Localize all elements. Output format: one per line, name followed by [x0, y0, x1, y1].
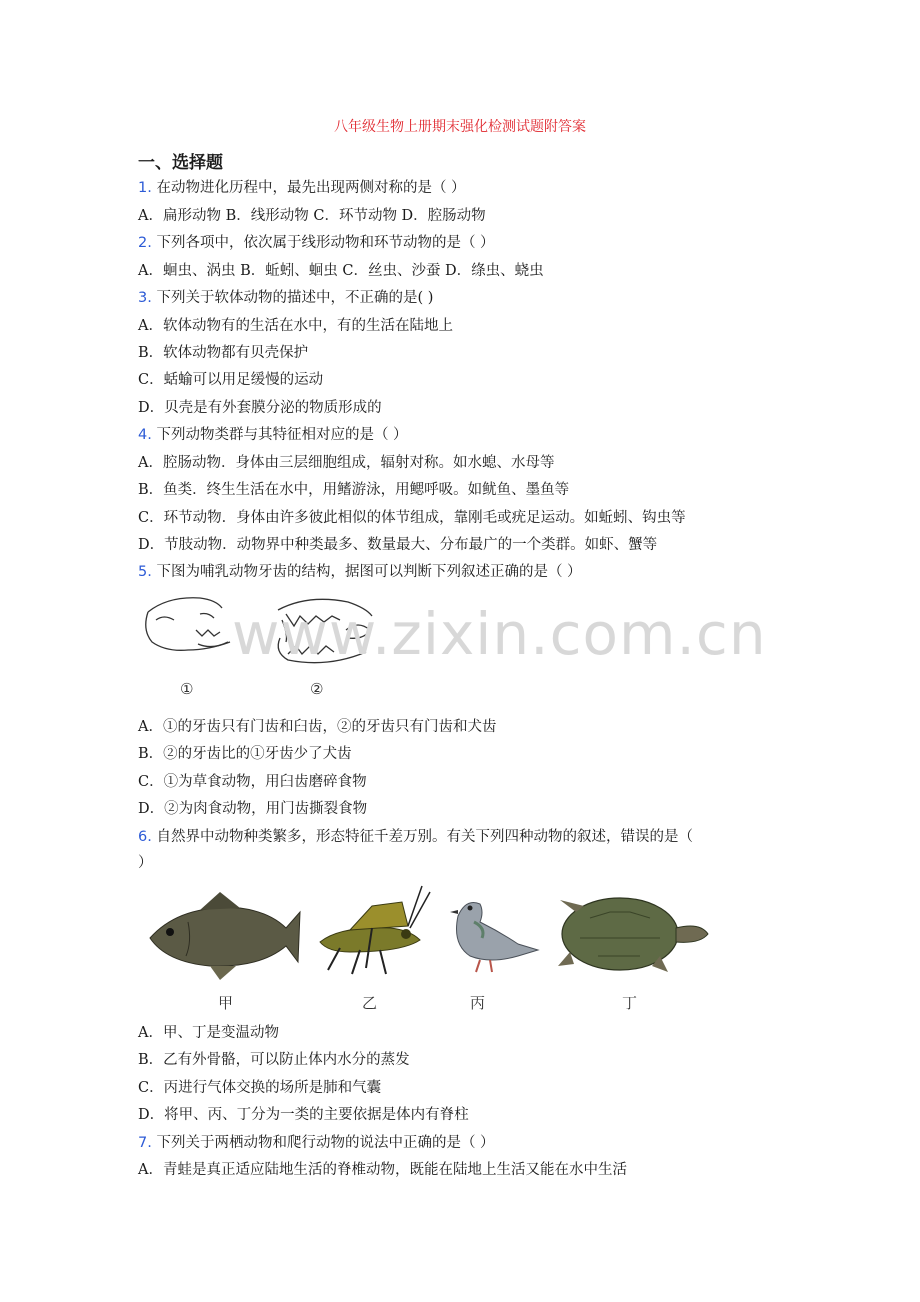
option-b: B．软体动物都有贝壳保护: [138, 345, 309, 361]
option-c: C．蛞蝓可以用足缓慢的运动: [138, 372, 324, 388]
question-number: 7.: [138, 1135, 152, 1151]
option-c: C．①为草食动物，用臼齿磨碎食物: [138, 774, 367, 790]
question-5: [138, 562, 582, 582]
question-4: [138, 425, 408, 445]
option-d: D．将甲、丙、丁分为一类的主要依据是体内有脊柱: [138, 1107, 469, 1123]
fish-image: [150, 892, 300, 980]
option-a: A．腔肠动物．身体由三层细胞组成，辐射对称。如水螅、水母等: [138, 455, 555, 471]
section-heading: 一、选择题: [138, 153, 223, 173]
question-number: 6.: [138, 829, 152, 845]
question-1-options: A．扁形动物 B．线形动物 C．环节动物 D．腔肠动物: [138, 208, 486, 224]
pigeon-image: [450, 903, 538, 973]
option-b: B．鱼类．终生生活在水中，用鳍游泳，用鳃呼吸。如鱿鱼、墨鱼等: [138, 482, 570, 498]
question-number: 5.: [138, 564, 152, 580]
question-stem: 下列各项中，依次属于线形动物和环节动物的是（ ）: [156, 235, 495, 251]
option-b: B．②的牙齿比的①牙齿少了犬齿: [138, 746, 352, 762]
document-title: 八年级生物上册期末强化检测试题附答案: [334, 119, 586, 135]
question-stem: 下列关于软体动物的描述中，不正确的是( ): [156, 290, 434, 306]
figure-label-1: ①: [180, 680, 194, 698]
turtle-image: [558, 898, 708, 972]
figure-label-2: ②: [310, 680, 324, 698]
option-c: C．环节动物．身体由许多彼此相似的体节组成，靠刚毛或疣足运动。如蚯蚓、钩虫等: [138, 510, 686, 526]
animal-label-jia: 甲: [218, 994, 234, 1012]
grasshopper-image: [320, 886, 430, 974]
question-2-options: A．蛔虫、涡虫 B．蚯蚓、蛔虫 C．丝虫、沙蚕 D．绦虫、蛲虫: [138, 263, 544, 279]
option-a: A．①的牙齿只有门齿和臼齿，②的牙齿只有门齿和犬齿: [138, 719, 497, 735]
watermark: www.zixin.com.cn: [232, 600, 767, 668]
question-6-stem-cont: ）: [138, 855, 153, 871]
animal-label-bing: 丙: [470, 994, 486, 1012]
question-stem: 下列关于两栖动物和爬行动物的说法中正确的是（ ）: [156, 1135, 495, 1151]
question-number: 2.: [138, 235, 152, 251]
question-number: 3.: [138, 290, 152, 306]
herbivore-skull-drawing: [146, 598, 230, 651]
animals-figure: [140, 882, 720, 986]
question-6: [138, 827, 693, 847]
option-a: A．青蛙是真正适应陆地生活的脊椎动物，既能在陆地上生活又能在水中生活: [138, 1162, 627, 1178]
question-7: [138, 1133, 495, 1153]
question-stem: 下列动物类群与其特征相对应的是（ ）: [156, 427, 408, 443]
question-2: [138, 233, 495, 253]
animal-label-yi: 乙: [362, 994, 378, 1012]
option-c: C．丙进行气体交换的场所是肺和气囊: [138, 1080, 382, 1096]
question-stem: 在动物进化历程中，最先出现两侧对称的是（ ）: [156, 180, 466, 196]
option-b: B．乙有外骨骼，可以防止体内水分的蒸发: [138, 1052, 410, 1068]
option-d: D．节肢动物．动物界中种类最多、数量最大、分布最广的一个类群。如虾、蟹等: [138, 537, 658, 553]
question-stem: 自然界中动物种类繁多，形态特征千差万别。有关下列四种动物的叙述，错误的是（: [156, 829, 693, 845]
question-1: [138, 178, 466, 198]
animal-label-ding: 丁: [622, 994, 638, 1012]
question-3: [138, 288, 433, 308]
option-d: D．贝壳是有外套膜分泌的物质形成的: [138, 400, 382, 416]
option-d: D．②为肉食动物，用门齿撕裂食物: [138, 801, 368, 817]
question-number: 4.: [138, 427, 152, 443]
question-stem: 下图为哺乳动物牙齿的结构，据图可以判断下列叙述正确的是（ ）: [156, 564, 582, 580]
option-a: A．甲、丁是变温动物: [138, 1025, 279, 1041]
question-number: 1.: [138, 180, 152, 196]
option-a: A．软体动物有的生活在水中，有的生活在陆地上: [138, 318, 453, 334]
